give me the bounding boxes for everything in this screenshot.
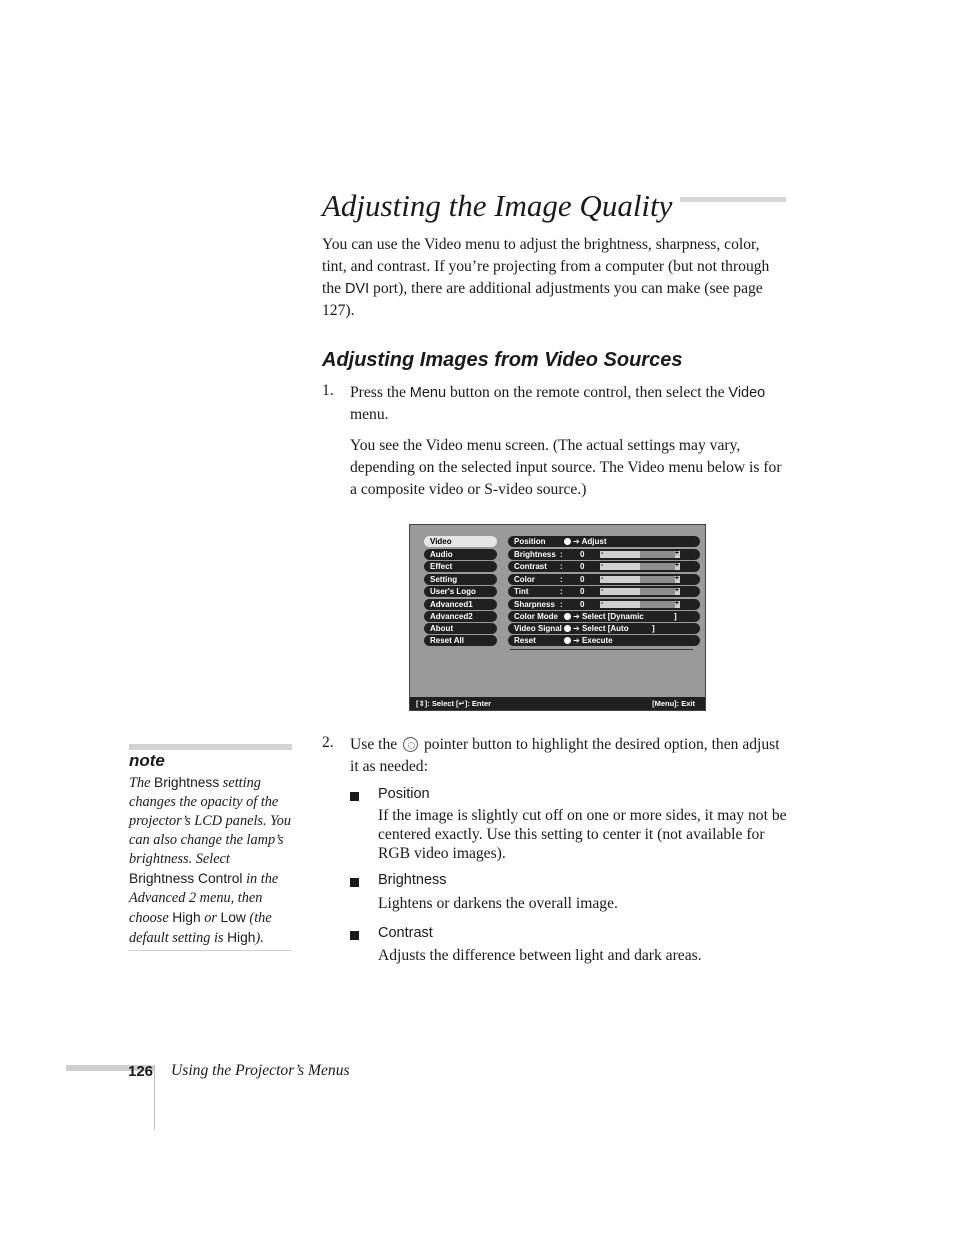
step-1-number: 1. [322,382,334,399]
menu-item-users-logo: User's Logo [424,586,497,597]
note-term: Brightness [154,775,220,790]
slider-label: Color [514,575,535,584]
minus-icon: - [601,550,604,557]
row-sharpness [508,599,700,610]
menu-item-advanced1: Advanced1 [424,599,497,610]
intro-part2: port), there are additional adjustments you can make (see page 127). [322,280,763,319]
bullet-icon [350,878,359,887]
step-2-text [350,734,790,778]
status-left: [⇕]: Select [↵]: Enter [416,699,492,708]
intro-paragraph [322,234,788,322]
video-signal-label: Video Signal [514,624,562,633]
step-1-note: You see the Video menu screen. (The actual settings may vary, depending on the selected input source. The Video menu below is for a composite video or S-video source.) [350,437,782,498]
plus-icon: + [674,600,679,607]
row-color-mode [508,611,700,622]
intro-part1: You can use the Video menu to adjust the brightness, sharpness, color, tint, and contrast. If you’re projecting from a computer (but not through the [322,236,770,297]
slider-label: Sharpness [514,600,555,609]
step-2-number: 2. [322,734,334,751]
plus-icon: + [674,562,679,569]
row-color [508,574,700,585]
slider-value: 0 [580,600,585,609]
plus-icon: + [674,550,679,557]
option-desc-brightness: Lightens or darkens the overall image. [378,895,618,912]
arrow-icon: ➔ [573,636,580,645]
note-rule [129,744,292,750]
page-number: 126 [128,1063,154,1080]
slider-colon: : [560,562,563,571]
note-text: ). [255,930,264,946]
option-desc-contrast: Adjusts the difference between light and dark areas. [378,947,702,964]
slider-colon: : [560,575,563,584]
menu-item-effect: Effect [424,561,497,572]
menu-item-advanced2: Advanced2 [424,611,497,622]
row-brightness [508,549,700,560]
note-heading: note [129,751,165,770]
option-label-position: Position [378,786,430,802]
row-video-signal [508,623,700,634]
bullet-icon [350,931,359,940]
note-text: in the Advanced 2 menu, then choose [129,871,279,926]
arrow-icon: ➔ [573,624,580,633]
step-1-pre: Press the [350,384,410,401]
step-2-post: pointer button to highlight the desired option, then adjust it as needed: [350,736,780,775]
status-bar [410,697,705,710]
note-term: Brightness Control [129,871,243,886]
menu-item-setting: Setting [424,574,497,585]
slider-bar [600,563,680,570]
plus-icon: + [674,575,679,582]
dvi-term: DVI [344,281,370,297]
row-contrast [508,561,700,572]
video-menu-screenshot [409,524,706,711]
slider-colon: : [560,600,563,609]
slider-bar [600,551,680,558]
option-desc-position: If the image is slightly cut off on one or more sides, it may not be centered exactly. Use this setting to center it (not available for RGB video images). [378,807,787,862]
plus-icon: + [674,587,679,594]
slider-value: 0 [580,550,585,559]
bullet-icon [350,792,359,801]
position-action [564,536,607,547]
video-signal-value: Select [Auto [581,624,629,633]
step-2-pre: Use the [350,736,402,753]
video-signal-bracket: ] [652,624,655,633]
note-body [129,773,294,948]
color-mode-value: Select [Dynamic [581,612,644,621]
option-label-brightness: Brightness [378,872,447,888]
slider-label: Tint [514,587,529,596]
note-text: (the default setting is [129,910,272,946]
video-signal-action [564,623,629,634]
row-reset [508,635,700,646]
color-mode-label: Color Mode [514,612,558,621]
enter-icon [564,625,571,632]
slider-bar [600,601,680,608]
status-right: [Menu]: Exit [652,699,695,708]
menu-underline [510,649,693,650]
slider-colon: : [560,550,563,559]
option-label-contrast: Contrast [378,925,433,941]
slider-colon: : [560,587,563,596]
slider-label: Brightness [514,550,556,559]
position-action-text: Adjust [581,537,607,546]
reset-action-text: Execute [581,636,613,645]
slider-value: 0 [580,575,585,584]
color-mode-action [564,611,644,622]
menu-item-video: Video [424,536,497,547]
menu-item-reset-all: Reset All [424,635,497,646]
note-text: setting changes the opacity of the projector’s LCD panels. You can also change the lamp’s brightness. Select [129,775,292,867]
minus-icon: - [601,575,604,582]
enter-icon [564,637,571,644]
menu-item-audio: Audio [424,549,497,560]
reset-label: Reset [514,636,536,645]
step-1-text [350,382,790,426]
row-tint [508,586,700,597]
page-title: Adjusting the Image Quality [322,184,680,228]
minus-icon: - [601,600,604,607]
menu-item-about: About [424,623,497,634]
section-heading: Adjusting Images from Video Sources [322,349,683,371]
slider-value: 0 [580,562,585,571]
note-bottom-rule [129,950,292,951]
slider-bar [600,588,680,595]
note-term: Low [220,910,246,925]
running-head: Using the Projector’s Menus [171,1062,350,1079]
footer-divider [154,1065,155,1130]
note-term: High [227,930,256,945]
slider-bar [600,576,680,583]
enter-icon [564,613,571,620]
pointer-button-icon [403,737,418,752]
note-term: High [172,910,201,925]
arrow-icon: ➔ [573,612,580,621]
enter-icon [564,538,571,545]
minus-icon: - [601,587,604,594]
step-1-mid: button on the remote control, then select the [446,384,729,401]
slider-label: Contrast [514,562,547,571]
note-text: or [200,910,221,926]
menu-key: Menu [409,385,447,401]
arrow-icon: ➔ [573,537,580,546]
minus-icon: - [601,562,604,569]
slider-value: 0 [580,587,585,596]
position-label: Position [514,537,546,546]
reset-action [564,635,613,646]
note-text: The [129,775,155,791]
row-position [508,536,700,547]
color-mode-bracket: ] [674,612,677,621]
step-1-post: menu. [350,406,389,423]
video-key: Video [728,385,766,401]
